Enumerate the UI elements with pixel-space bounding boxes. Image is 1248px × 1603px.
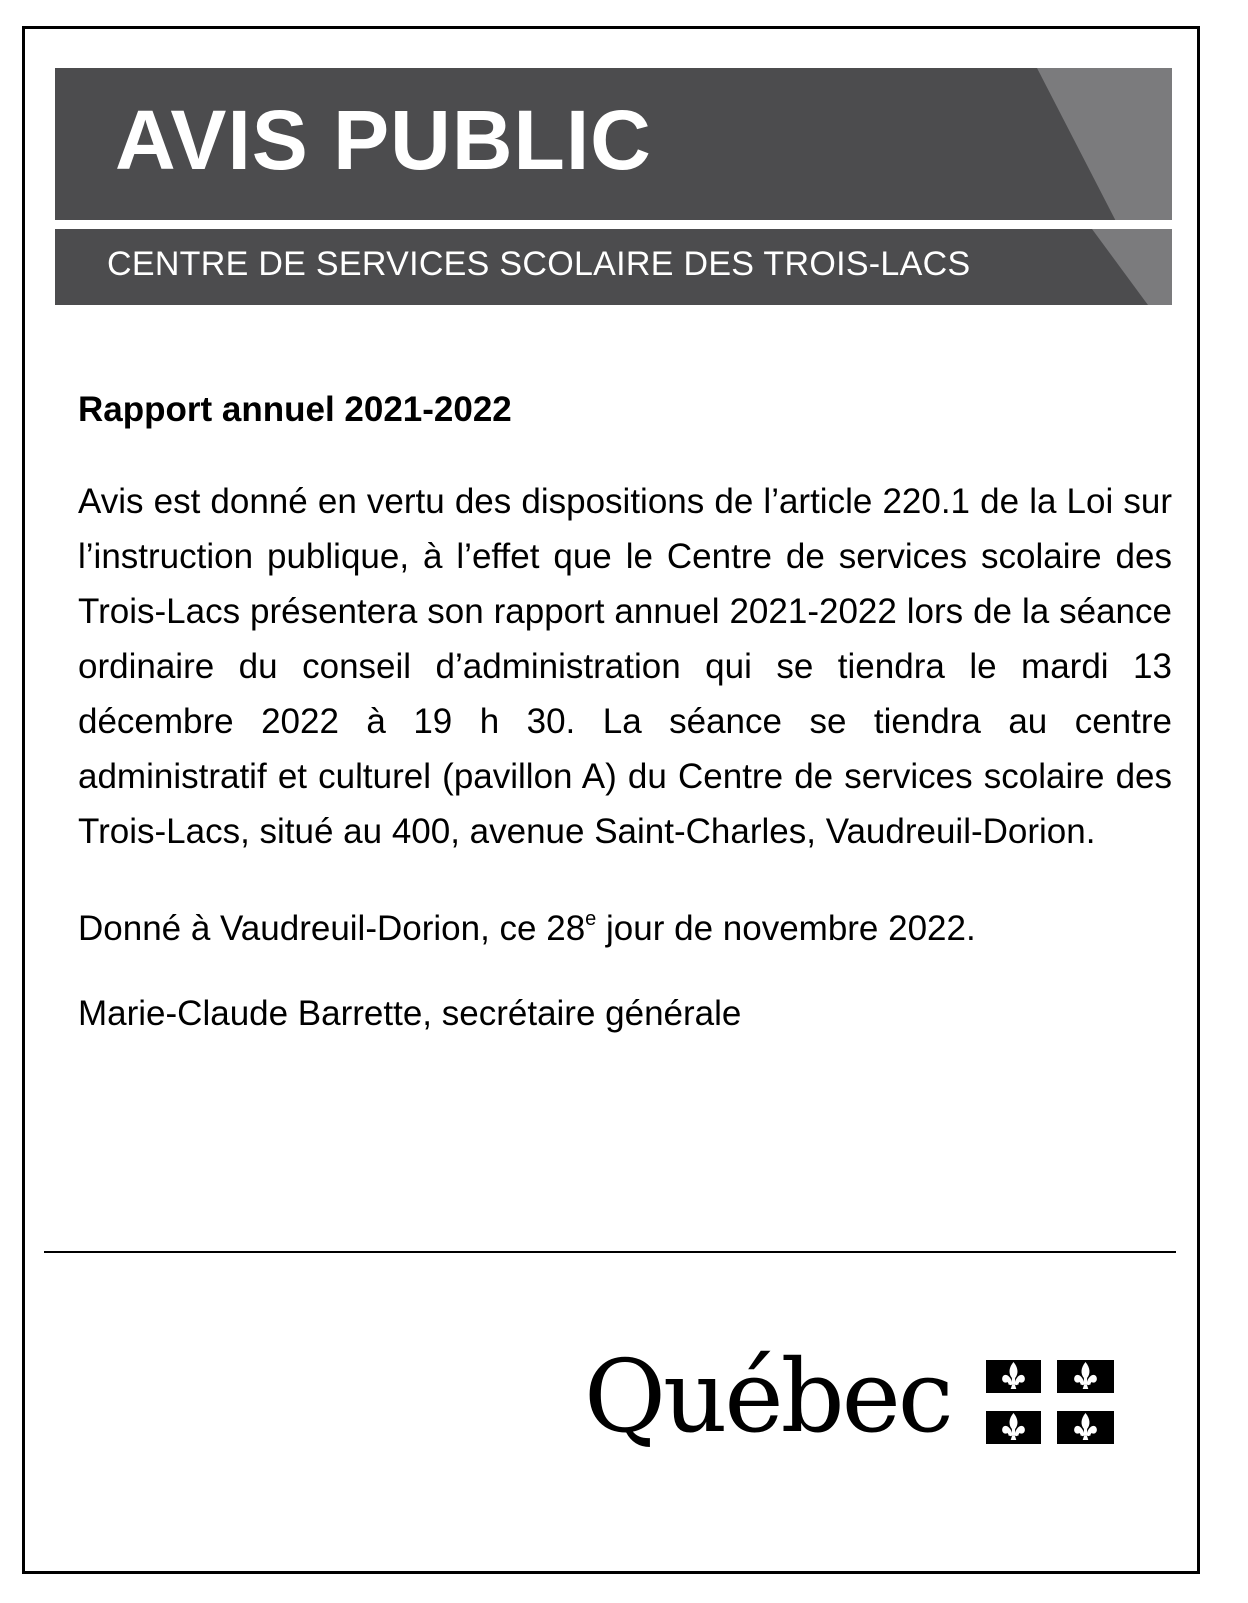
given-date-prefix: Donné à Vaudreuil-Dorion, ce 28 <box>78 909 586 948</box>
fleur-de-lis-flag-icon <box>986 1360 1114 1444</box>
notice-content <box>78 386 1172 1041</box>
notice-title: AVIS PUBLIC <box>115 93 652 187</box>
signature-line: Marie-Claude Barrette, secrétaire générale <box>78 994 742 1033</box>
given-date-line <box>78 901 1172 956</box>
quebec-wordmark: Québec <box>584 1338 951 1455</box>
quebec-logo <box>584 1338 1124 1473</box>
divider-line <box>44 1251 1176 1253</box>
banner-facet <box>1037 68 1172 220</box>
banner-facet-small <box>1092 229 1172 305</box>
notice-body: Avis est donné en vertu des dispositions de l’article 220.1 de la Loi sur l’instruction publique, à l’effet que le Centre de services scolaire des Trois-Lacs présentera son rapport annuel 2021-2022 lors de la séance ordinaire du conseil d’administration qui se tiendra le mardi 13 décembre 2022 à 19 h 30. La séance se tiendra au centre administratif et culturel (pavillon A) du Centre de services scolaire des Trois-Lacs, situé au 400, avenue Saint-Charles, Vaudreuil-Dorion. <box>78 482 1172 851</box>
header-banner <box>55 68 1172 220</box>
banner-separator <box>55 220 1172 229</box>
organization-name: CENTRE DE SERVICES SCOLAIRE DES TROIS-LACS <box>107 245 971 283</box>
given-date-suffix: jour de novembre 2022. <box>596 909 976 948</box>
notice-heading: Rapport annuel 2021-2022 <box>78 390 512 429</box>
ordinal-suffix: e <box>585 908 597 930</box>
subheader-banner <box>55 229 1172 305</box>
